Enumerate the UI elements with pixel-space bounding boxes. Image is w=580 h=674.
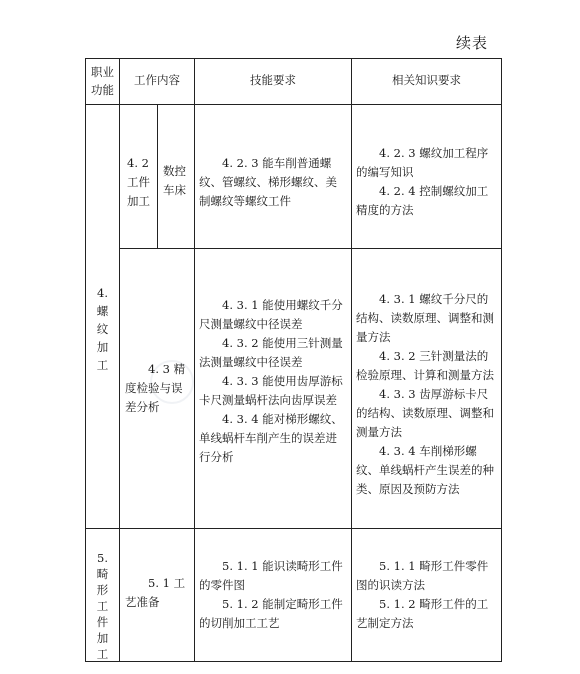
header-skills: 技能要求 [250,73,296,87]
header-content: 工作内容 [134,73,180,87]
content-5-1: 5. 1 工艺准备 [125,576,186,609]
content-4-3: 4. 3 精度检验与误差分析 [125,362,186,414]
continued-label: 续表 [455,34,488,52]
header-knowledge: 相关知识要求 [392,73,461,87]
header-function: 职业 功能 [91,65,114,97]
knowledge-4-2: 4. 2. 3 螺纹加工程序的编写知识 4. 2. 4 控制螺纹加工精度的方法 [356,146,489,217]
content-4-2: 4. 2 工件 加工 [127,156,150,208]
requirements-table [85,58,502,662]
function-odd-shaped-workpiece: 5. 畸 形 工 件 加 工 [96,551,109,661]
function-thread-processing: 4. 螺 纹 加 工 [96,286,109,372]
skills-4-2: 4. 2. 3 能车削普通螺纹、管螺纹、梯形螺纹、美制螺纹等螺纹工件 [199,156,337,208]
content-4-2-sub: 数控 车床 [163,164,186,197]
skills-5-1: 5. 1. 1 能识读畸形工件的零件图 5. 1. 2 能制定畸形工件的切削加工工艺 [199,559,343,630]
skills-4-3: 4. 3. 1 能使用螺纹千分尺测量螺纹中径误差 4. 3. 2 能使用三针测量法测量螺纹中径误差 4. 3. 3 能使用齿厚游标卡尺测量蜗杆法向齿厚误差 4. 3. 4 能对梯形螺纹、单线蜗杆车削产生的误差进行分析 [199,298,343,464]
knowledge-4-3: 4. 3. 1 螺纹千分尺的结构、读数原理、调整和测量方法 4. 3. 2 三针测量法的检验原理、计算和测量方法 4. 3. 3 齿厚游标卡尺的结构、读数原理、调整和测量方法 4. 3. 4 车削梯形螺纹、单线蜗杆产生误差的种类、原因及预防方法 [356,292,494,496]
knowledge-5-1: 5. 1. 1 畸形工件零件图的识读方法 5. 1. 2 畸形工件的工艺制定方法 [356,559,489,630]
